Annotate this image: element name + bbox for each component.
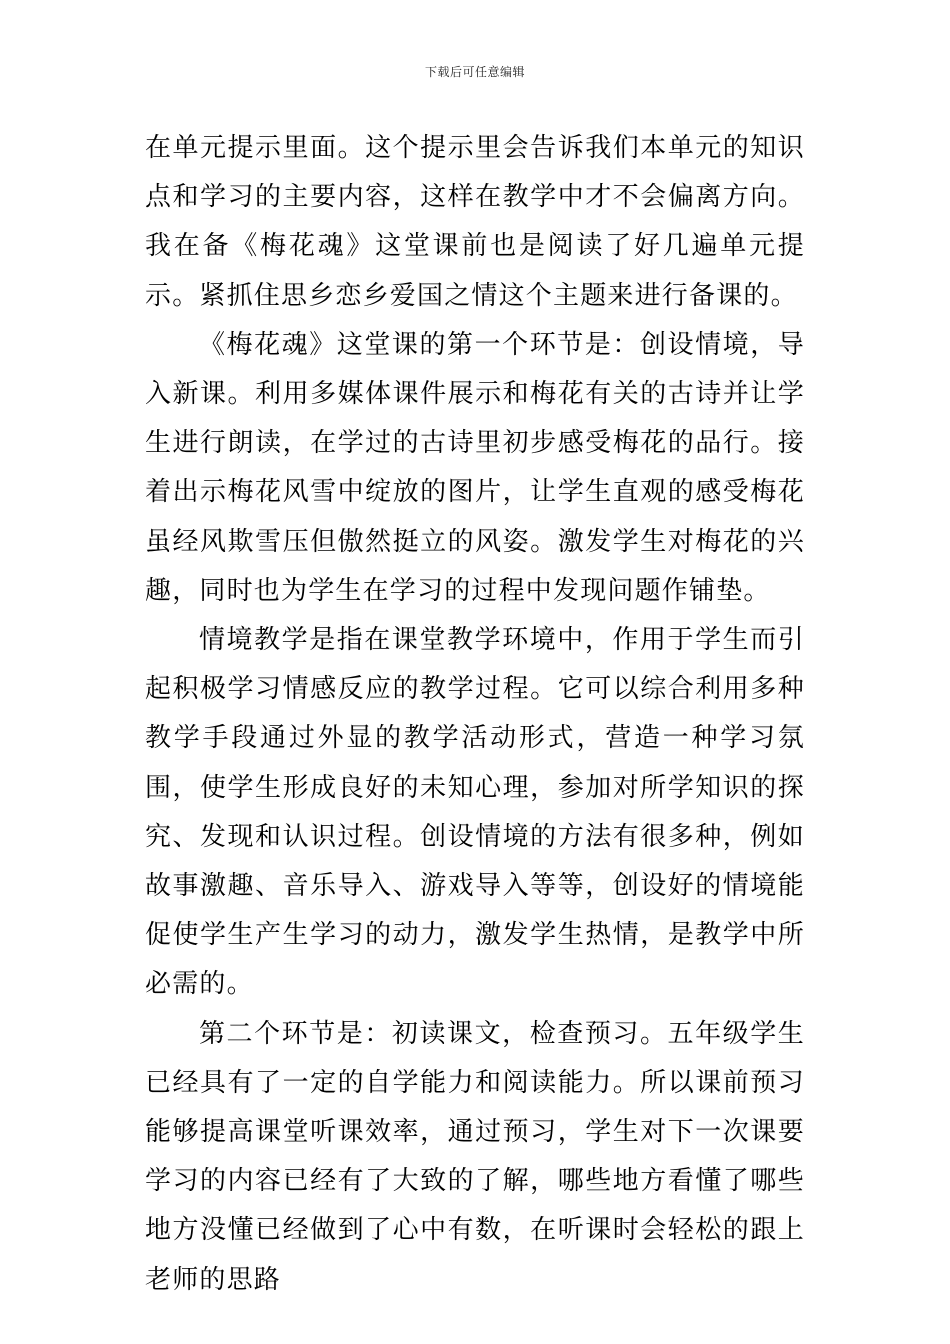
header-note: 下载后可任意编辑 bbox=[424, 65, 525, 79]
paragraph-first-stage: 《梅花魂》这堂课的第一个环节是：创设情境，导入新课。利用多媒体课件展示和梅花有关的古诗并让学生进行朗读，在学过的古诗里初步感受梅花的品行。接着出示梅花风雪中绽放的图片，让学生直观的感受梅花虽经风欺雪压但傲然挺立的风姿。激发学生对梅花的兴趣，同时也为学生在学习的过程中发现问题作铺垫。 bbox=[145, 329, 805, 606]
paragraph-continuation: 在单元提示里面。这个提示里会告诉我们本单元的知识点和学习的主要内容，这样在教学中才不会偏离方向。我在备《梅花魂》这堂课前也是阅读了好几遍单元提示。紧抓住思乡恋乡爱国之情这个主题来进行备课的。 bbox=[145, 133, 805, 311]
paragraph-second-stage: 第二个环节是：初读课文，检查预习。五年级学生已经具有了一定的自学能力和阅读能力。所以课前预习能够提高课堂听课效率，通过预习，学生对下一次课要学习的内容已经有了大致的了解，哪些地方看懂了哪些地方没懂已经做到了心中有数，在听课时会轻松的跟上老师的思路 bbox=[145, 1018, 805, 1295]
document-body bbox=[145, 124, 805, 1305]
paragraph-situational-teaching: 情境教学是指在课堂教学环境中，作用于学生而引起积极学习情感反应的教学过程。它可以综合利用多种教学手段通过外显的教学活动形式，营造一种学习氛围，使学生形成良好的未知心理，参加对所学知识的探究、发现和认识过程。创设情境的方法有很多种，例如故事激趣、音乐导入、游戏导入等等，创设好的情境能促使学生产生学习的动力，激发学生热情，是教学中所必需的。 bbox=[145, 625, 805, 1000]
